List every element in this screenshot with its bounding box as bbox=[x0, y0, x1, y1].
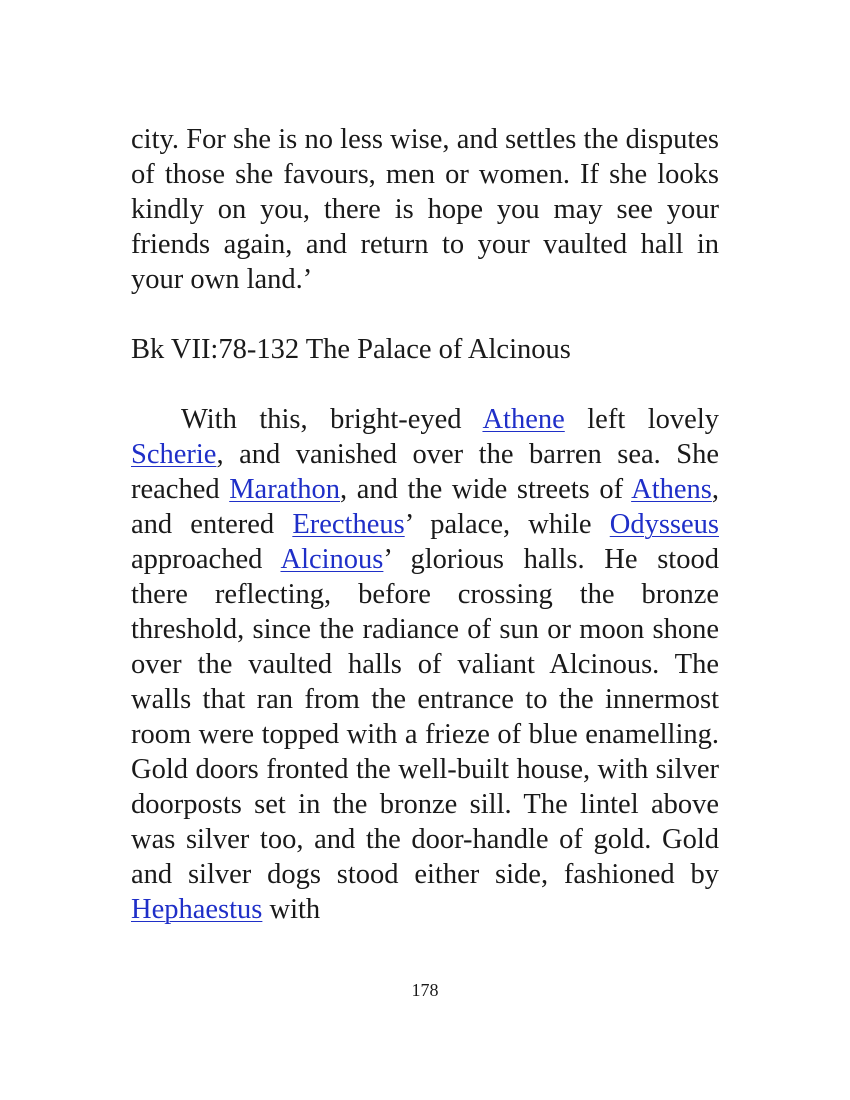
link-erectheus[interactable]: Erectheus bbox=[292, 509, 405, 540]
link-athens[interactable]: Athens bbox=[631, 474, 712, 505]
page-number: 178 bbox=[411, 980, 439, 1000]
link-marathon[interactable]: Marathon bbox=[229, 474, 341, 505]
text-run: left lovely bbox=[564, 404, 719, 435]
link-odysseus[interactable]: Odysseus bbox=[609, 509, 719, 540]
text-run: , and vanished over the barren sea. She reached bbox=[131, 439, 719, 505]
text-run: with bbox=[262, 894, 321, 925]
paragraph-1: city. For she is no less wise, and settles the disputes of those she favours, men or women. If she looks kindly on you, there is hope you may see your friends again, and return to your vaulted hall in your own land.’ bbox=[131, 124, 719, 295]
text-run: With this, bright-eyed bbox=[181, 404, 483, 435]
text-run: , and the wide streets of bbox=[340, 474, 632, 505]
paragraph-2 bbox=[131, 402, 719, 927]
link-athene[interactable]: Athene bbox=[482, 404, 565, 435]
text-run: approached bbox=[131, 544, 281, 575]
link-scherie[interactable]: Scherie bbox=[131, 439, 217, 470]
text-run: ’ palace, while bbox=[404, 509, 610, 540]
link-hephaestus[interactable]: Hephaestus bbox=[131, 894, 263, 925]
text-run: , and entered bbox=[131, 474, 719, 540]
text-run: ’ glorious halls. He stood there reflecting, before crossing the bronze threshold, since the radiance of sun or moon shone over the vaulted halls of valiant Alcinous. The walls that ran from the entrance to the innermost room were topped with a frieze of blue enamelling. Gold doors fronted the well-built house, with silver doorposts set in the bronze sill. The lintel above was silver too, and the door-handle of gold. Gold and silver dogs stood either side, fashioned by bbox=[131, 544, 719, 890]
page-body bbox=[131, 122, 719, 942]
section-heading: Bk VII:78-132 The Palace of Alcinous bbox=[131, 334, 571, 365]
link-alcinous[interactable]: Alcinous bbox=[280, 544, 384, 575]
